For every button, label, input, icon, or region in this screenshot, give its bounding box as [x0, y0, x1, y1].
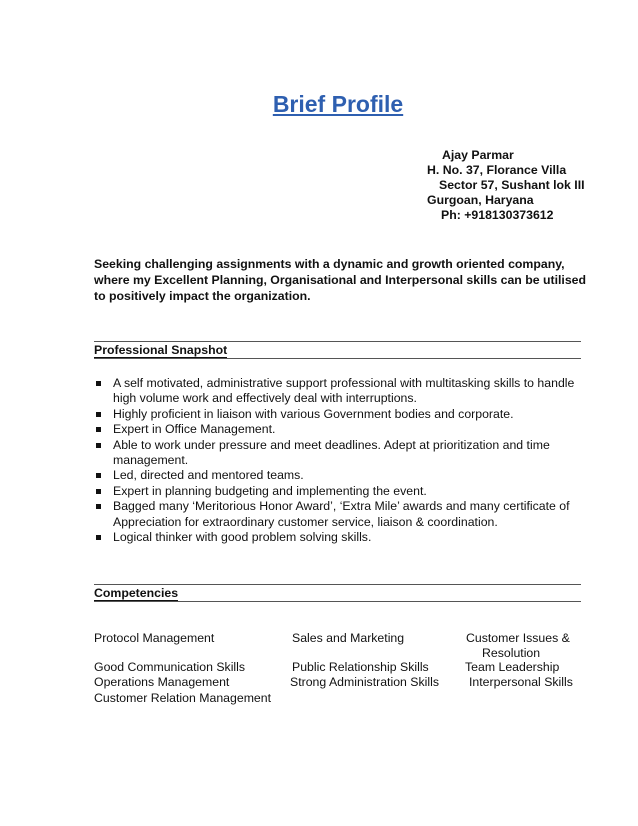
bullet-square-icon	[96, 473, 101, 478]
competencies-grid	[94, 631, 594, 706]
contact-name: Ajay Parmar	[442, 148, 514, 162]
bullet-square-icon	[96, 443, 101, 448]
bullet-square-icon	[96, 535, 101, 540]
bullet-square-icon	[96, 381, 101, 386]
competencies-heading: Competencies	[94, 586, 179, 600]
competency-item: Public Relationship Skills	[292, 659, 429, 674]
career-objective: Seeking challenging assignments with a dynamic and growth oriented company, where my Excellent Planning, Organisational and Interpersonal skills can be utilised to positively impact the organization.	[94, 257, 587, 303]
list-item: A self motivated, administrative support professional with multitasking skills to handle high volume work and effectively deal with interruptions.	[94, 376, 584, 407]
competency-item: Strong Administration Skills	[290, 675, 439, 690]
contact-address-line1: H. No. 37, Florance Villa	[427, 163, 567, 177]
snapshot-list	[94, 376, 584, 545]
competency-row	[94, 660, 594, 675]
page-title: Brief Profile	[272, 91, 404, 117]
snapshot-heading: Professional Snapshot	[94, 343, 228, 357]
contact-address-line2: Sector 57, Sushant lok III	[439, 178, 585, 192]
competency-item: Team Leadership	[465, 659, 560, 674]
bullet-square-icon	[96, 427, 101, 432]
bullet-square-icon	[96, 412, 101, 417]
competency-item: Resolution	[482, 646, 541, 661]
list-item: Able to work under pressure and meet deadlines. Adept at prioritization and time management.	[94, 438, 584, 469]
bullet-square-icon	[96, 489, 101, 494]
competency-item: Protocol Management	[94, 631, 215, 645]
competency-item: Interpersonal Skills	[469, 675, 573, 690]
competency-item: Customer Issues &	[466, 631, 570, 645]
competency-item: Sales and Marketing	[292, 631, 405, 645]
contact-phone: Ph: +918130373612	[441, 208, 554, 222]
competency-item: Customer Relation Management	[94, 690, 272, 705]
competencies-heading-bar	[94, 584, 581, 602]
competency-row	[94, 675, 594, 690]
list-item: Led, directed and mentored teams.	[94, 468, 584, 483]
competency-item: Good Communication Skills	[94, 659, 246, 674]
contact-block	[427, 148, 585, 223]
bullet-square-icon	[96, 504, 101, 509]
competency-row	[94, 691, 594, 706]
snapshot-heading-bar	[94, 341, 581, 359]
competency-row	[94, 631, 594, 646]
list-item: Bagged many ‘Meritorious Honor Award’, ‘Extra Mile’ awards and many certificate of Appreciation for extraordinary customer service, liaison & coordination.	[94, 499, 584, 530]
contact-address-line3: Gurgoan, Haryana	[427, 193, 534, 207]
competency-item: Operations Management	[94, 675, 230, 690]
list-item: Highly proficient in liaison with various Government bodies and corporate.	[94, 407, 584, 422]
list-item: Expert in Office Management.	[94, 422, 584, 437]
list-item: Logical thinker with good problem solving skills.	[94, 530, 584, 545]
list-item: Expert in planning budgeting and implementing the event.	[94, 484, 584, 499]
